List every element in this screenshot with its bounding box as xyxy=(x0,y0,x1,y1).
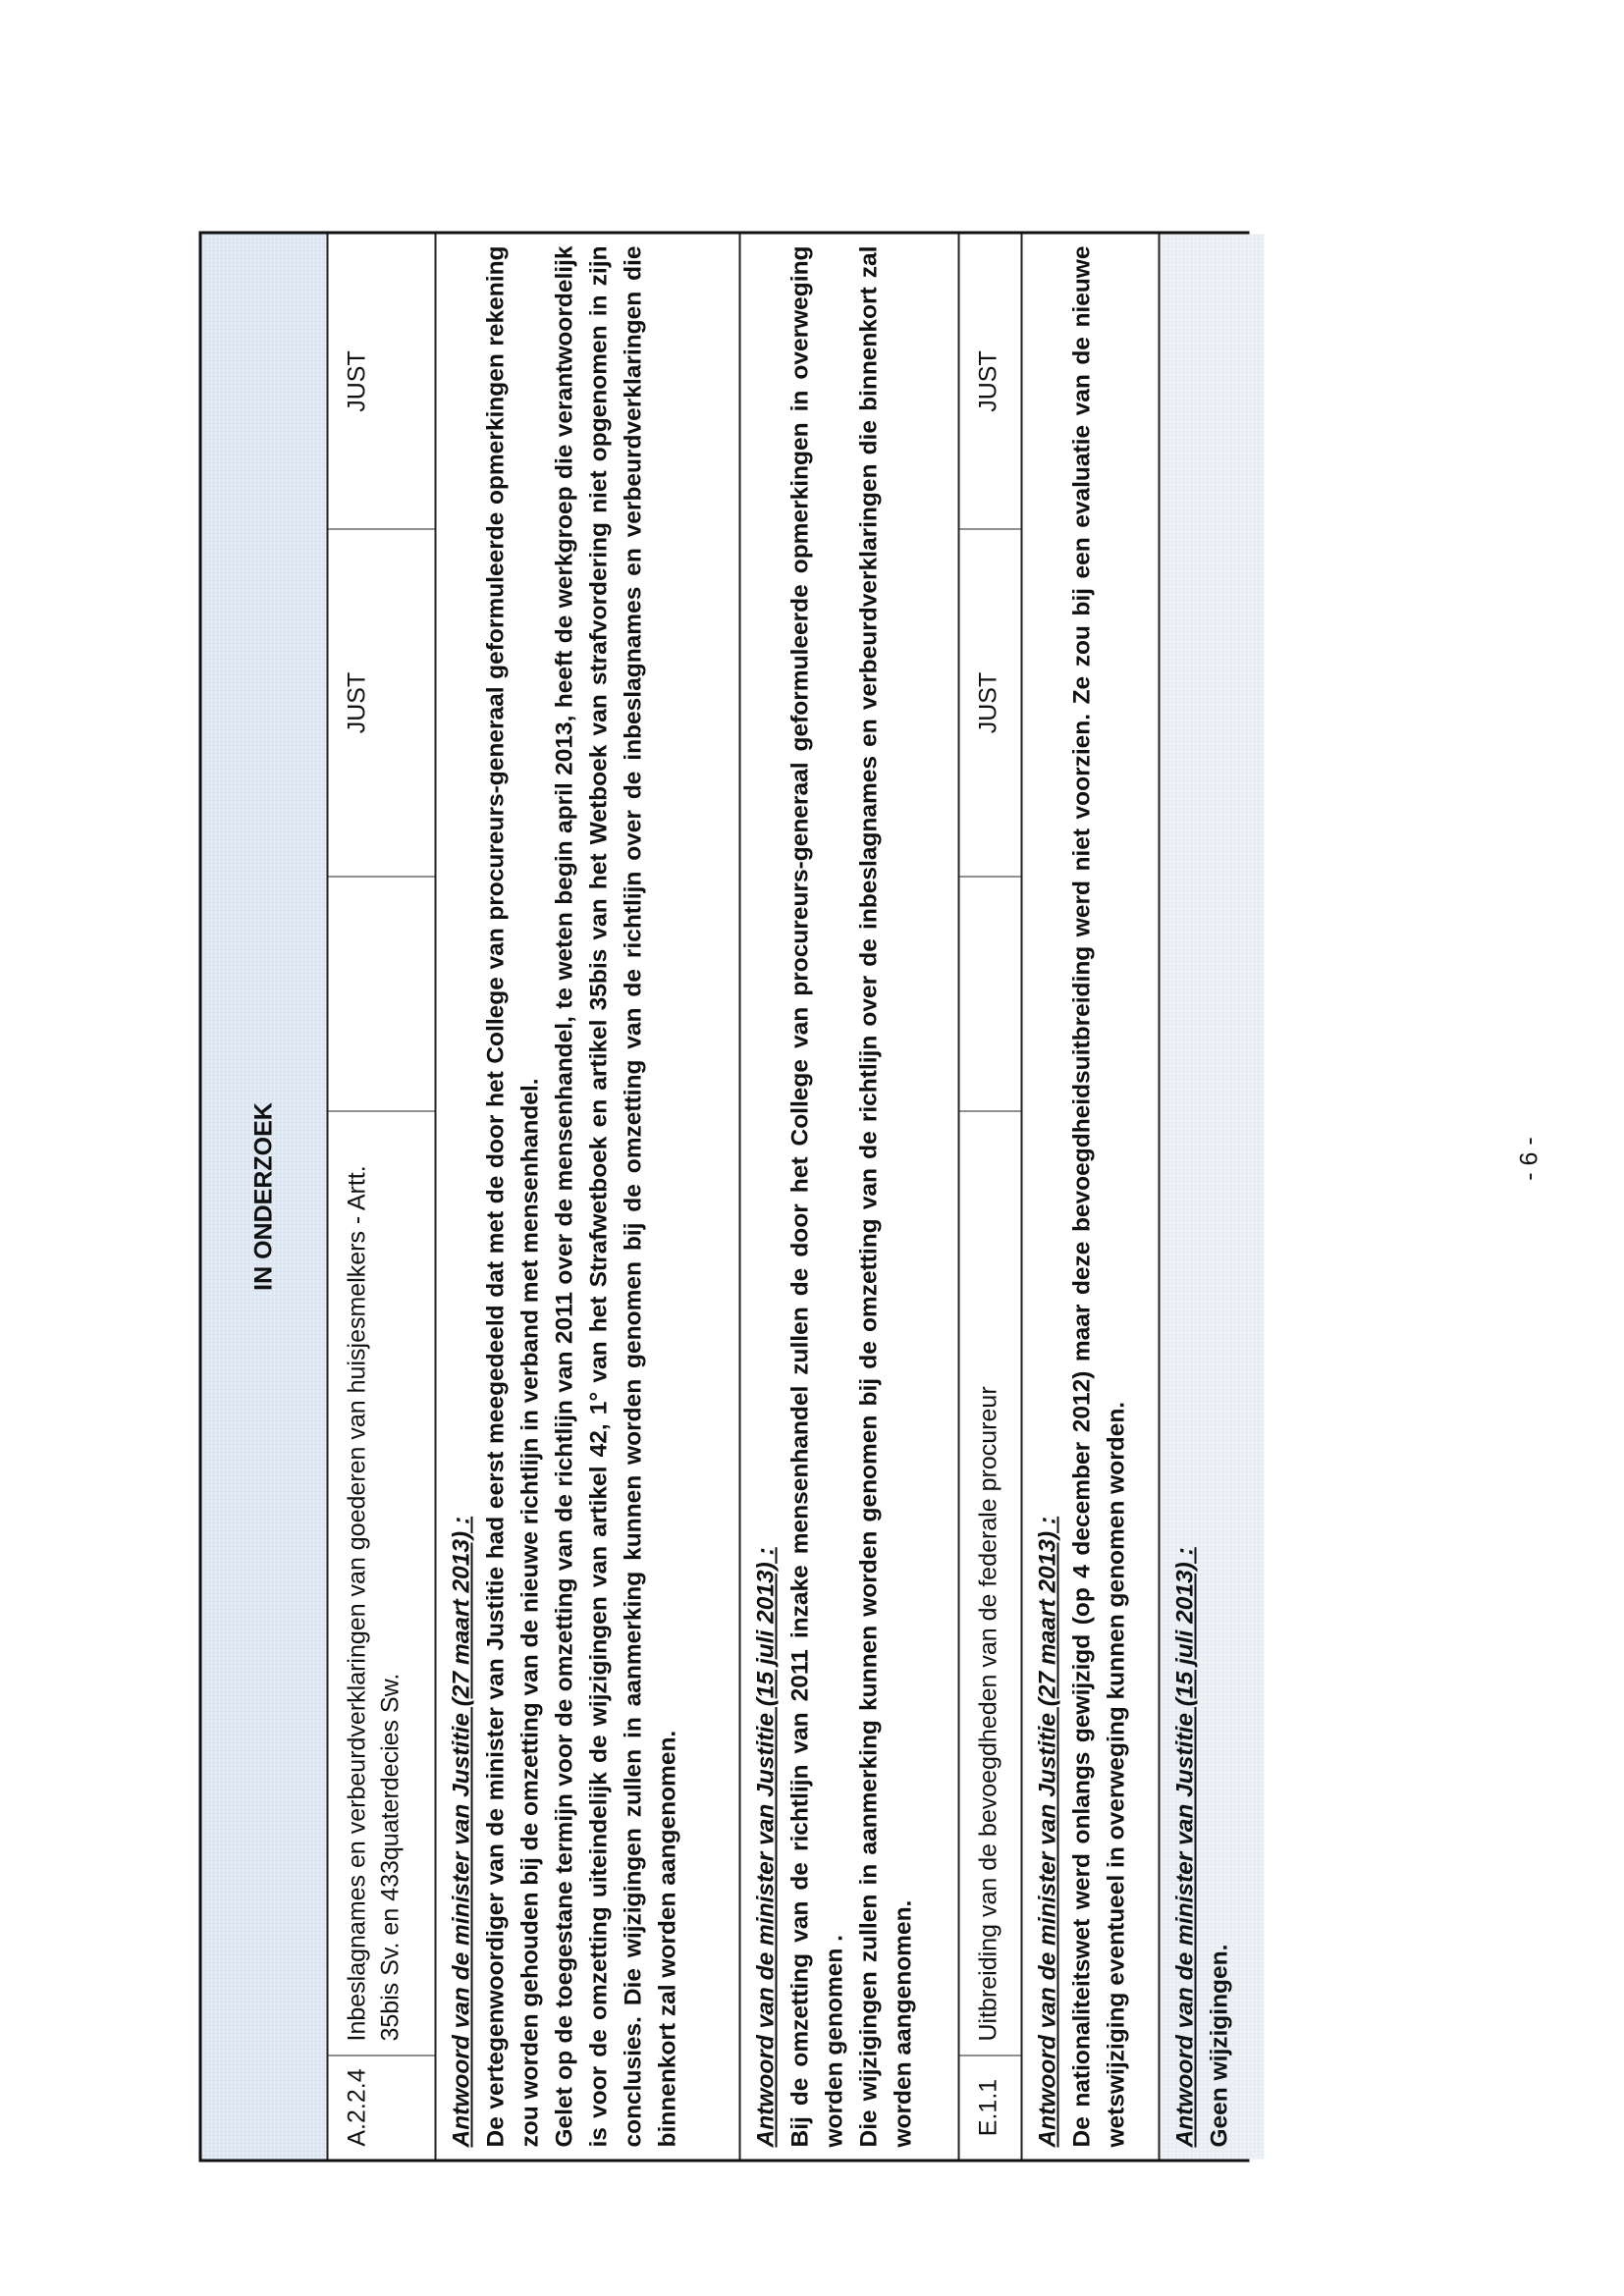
answer-header: Antwoord van de minister van Justitie (27 maart 2013) : xyxy=(448,1516,475,2148)
table-header-row xyxy=(202,235,329,2160)
rotated-table xyxy=(199,232,1250,2163)
answer-header: Antwoord van de minister van Justitie (15 juli 2013) : xyxy=(1171,1547,1199,2148)
answer-block-3 xyxy=(1023,235,1161,2160)
item-code: E.1.1 xyxy=(960,2056,1021,2160)
answer-header: Antwoord van de minister van Justitie (15 juli 2013) : xyxy=(752,1547,780,2148)
answer-paragraph: De nationaliteitswet werd onlangs gewijzigd (op 4 december 2012) maar deze bevoegdheidsuitbreiding werd niet voorzien. Ze zou bij een evaluatie van de nieuwe wetswijziging eventueel in overweging kunnen genomen worden. xyxy=(1068,245,1130,2148)
item-code: A.2.2.4 xyxy=(329,2056,435,2160)
answer-block-4 xyxy=(1161,235,1265,2160)
item-description: Uitbreiding van de bevoegdheden van de federale procureur xyxy=(960,1111,1021,2056)
table-row-e11 xyxy=(960,235,1023,2160)
answer-paragraph: Die wijzigingen zullen in aanmerking kunnen worden genomen bij de omzetting van de richtlijn over de inbeslagnames en verbeurdverklaringen die binnenkort zal worden aangenomen. xyxy=(855,245,917,2148)
answer-paragraph: De vertegenwoordiger van de minister van Justitie had eerst meegedeeld dat met de door het College van procureurs-generaal geformuleerde opmerkingen rekening zou worden gehouden bij de omzetting van de nieuwe richtlijn in verband met mensenhandel. xyxy=(482,245,544,2148)
table-row-a224 xyxy=(329,235,437,2160)
item-department-1: JUST xyxy=(960,529,1021,877)
empty-cell xyxy=(960,877,1021,1111)
answer-paragraph: Gelet op de toegestane termijn voor de omzetting van de richtlijn van 2011 over de mensenhandel, te weten begin april 2013, heeft de werkgroep die verantwoordelijk is voor de omzetting uiteindelijk de wijzigingen van artikel 42, 1° van het Strafwetboek en artikel 35bis van het Wetboek van strafvordering niet opgenomen in zijn conclusies. Die wijzigingen zullen in aanmerking kunnen worden genomen bij de omzetting van de richtlijn over de inbeslagnames en verbeurdverklaringen die binnenkort zal worden aangenomen. xyxy=(551,245,681,2148)
item-department-2: JUST xyxy=(974,350,1002,412)
table-header-title: IN ONDERZOEK xyxy=(249,1102,278,1291)
item-description: Inbeslagnames en verbeurdverklaringen van goederen van huisjesmelkers - Artt. 35bis Sv. en 433quaterdecies Sw. xyxy=(329,1111,435,2056)
answer-block-2 xyxy=(741,235,960,2160)
answer-header: Antwoord van de minister van Justitie (27 maart 2013) : xyxy=(1034,1516,1061,2148)
answer-block-1 xyxy=(437,235,741,2160)
item-department-1: JUST xyxy=(329,529,435,877)
item-department-2: JUST xyxy=(343,350,371,412)
page-number: - 6 - xyxy=(1515,1137,1543,1181)
answer-paragraph: Geen wijzigingen. xyxy=(1206,1944,1233,2148)
answer-paragraph: Bij de omzetting van de richtlijn van 2011 inzake mensenhandel zullen de door het College van procureurs-generaal geformuleerde opmerkingen in overweging worden genomen . xyxy=(786,245,848,2148)
empty-cell xyxy=(329,877,435,1111)
